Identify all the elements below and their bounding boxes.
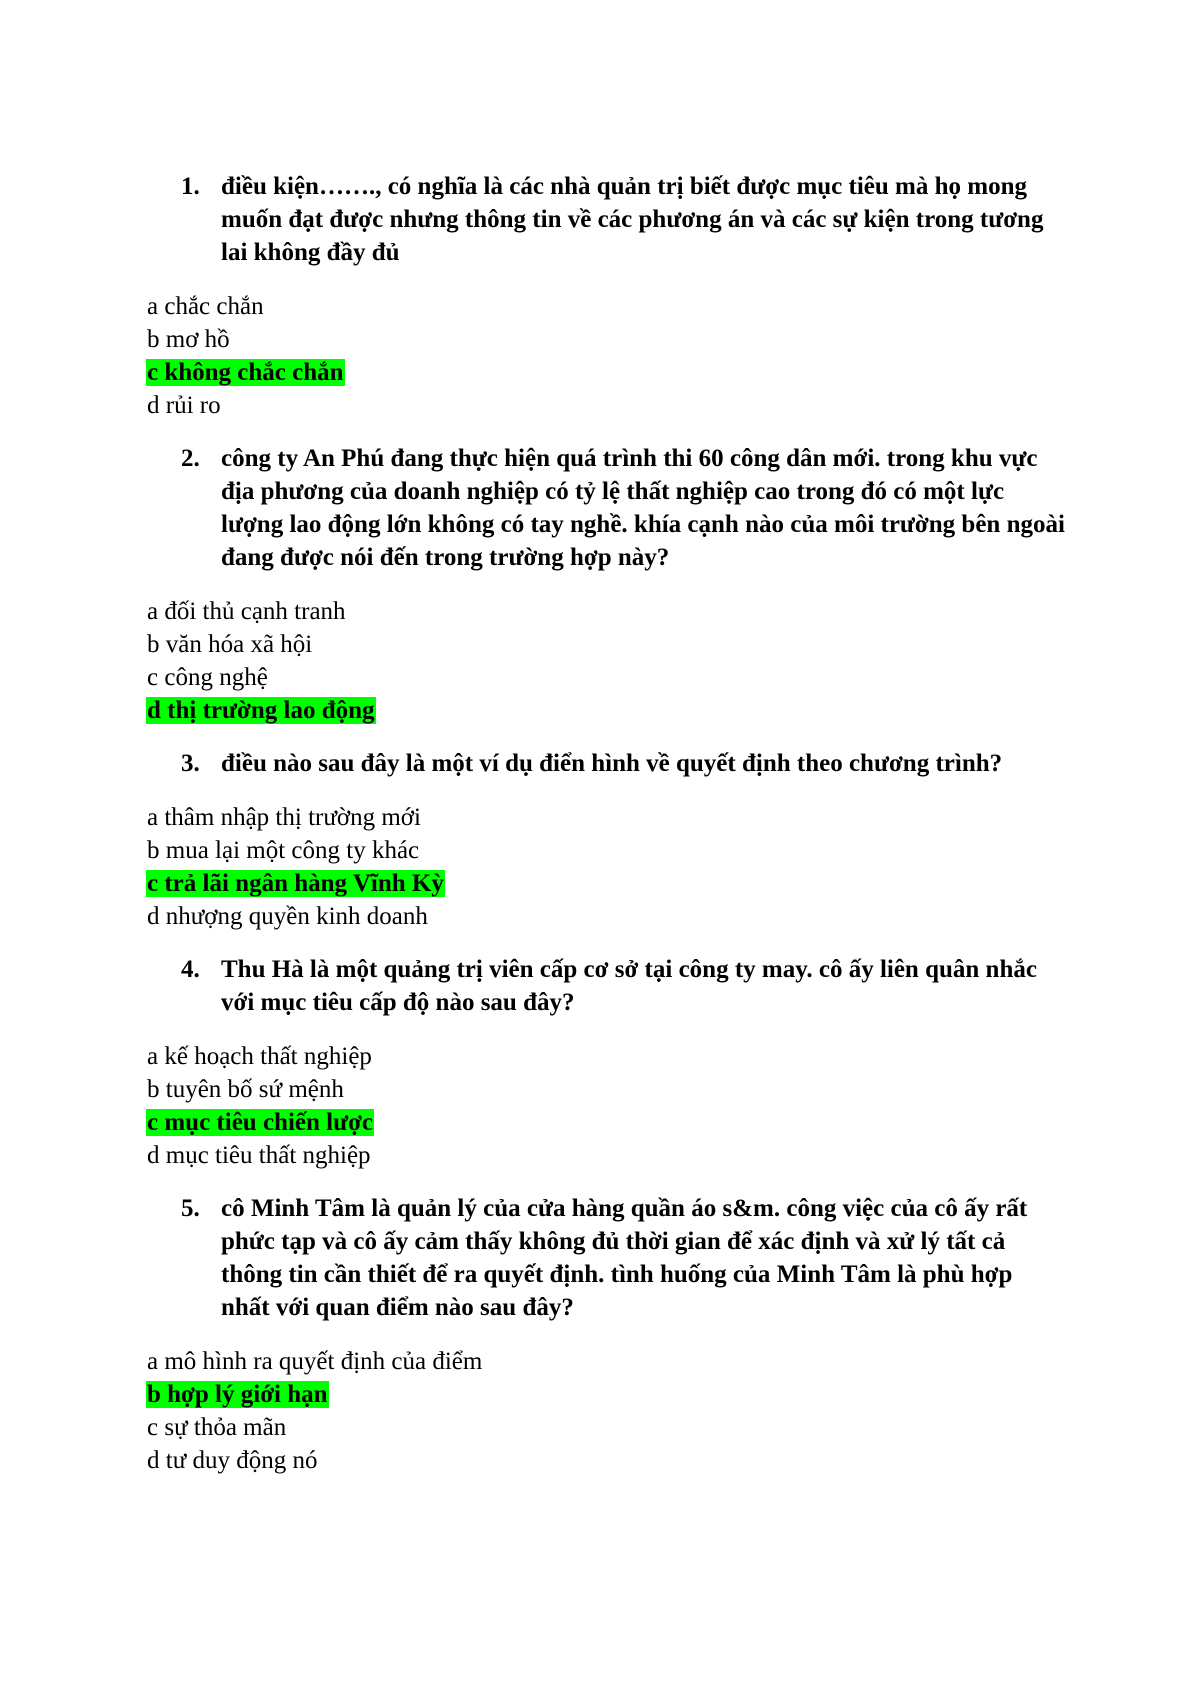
answer-option-correct xyxy=(146,694,1066,727)
answer-option xyxy=(146,834,1066,867)
answer-option-label: b mua lại một công ty khác xyxy=(147,837,420,864)
quiz-content xyxy=(146,170,1066,1497)
question-number: 3. xyxy=(181,750,200,777)
answer-option xyxy=(146,595,1066,628)
answer-option-label: c mục tiêu chiến lược xyxy=(147,1109,374,1136)
question-text-row xyxy=(181,747,1066,780)
question-number: 5. xyxy=(181,1195,200,1222)
answer-options xyxy=(146,1345,1066,1477)
answer-option-correct xyxy=(146,1106,1066,1139)
question-text-row xyxy=(181,953,1066,1019)
question-number: 2. xyxy=(181,445,200,472)
answer-option-label: c trả lãi ngân hàng Vĩnh Kỳ xyxy=(147,870,444,897)
answer-option-correct xyxy=(146,356,1066,389)
answer-option-label: d rủi ro xyxy=(147,392,221,419)
answer-option xyxy=(146,1444,1066,1477)
answer-option xyxy=(146,323,1066,356)
answer-option xyxy=(146,801,1066,834)
question-block xyxy=(146,170,1066,422)
answer-option-label: b văn hóa xã hội xyxy=(147,631,313,658)
answer-option-correct xyxy=(146,867,1066,900)
answer-option-label: a kế hoạch thất nghiệp xyxy=(147,1043,372,1070)
question-block xyxy=(146,1192,1066,1477)
question-number: 1. xyxy=(181,173,200,200)
answer-option-label: a thâm nhập thị trường mới xyxy=(147,804,421,831)
question-text-row xyxy=(181,442,1066,574)
answer-option-label: d mục tiêu thất nghiệp xyxy=(147,1142,371,1169)
answer-option-label: c công nghệ xyxy=(147,664,268,691)
question-block xyxy=(146,747,1066,933)
answer-option xyxy=(146,1139,1066,1172)
answer-option-label: a mô hình ra quyết định của điểm xyxy=(147,1348,483,1375)
question-text: Thu Hà là một quảng trị viên cấp cơ sở tại công ty may. cô ấy liên quân nhắc với mục tiêu cấp độ nào sau đây? xyxy=(221,956,1037,1016)
answer-option xyxy=(146,900,1066,933)
question-text: cô Minh Tâm là quản lý của cửa hàng quần áo s&m. công việc của cô ấy rất phức tạp và cô ấy cảm thấy không đủ thời gian để xác định và xử lý tất cả thông tin cần thiết để ra quyết định. tình huống của Minh Tâm là phù hợp nhất với quan điểm nào sau đây? xyxy=(221,1195,1028,1321)
question-block xyxy=(146,442,1066,727)
question-block xyxy=(146,953,1066,1172)
answer-options xyxy=(146,801,1066,933)
answer-option-label: b tuyên bố sứ mệnh xyxy=(147,1076,344,1103)
question-text-row xyxy=(181,1192,1066,1324)
answer-option-label: b hợp lý giới hạn xyxy=(147,1381,328,1408)
question-text: điều kiện……., có nghĩa là các nhà quản trị biết được mục tiêu mà họ mong muốn đạt được nhưng thông tin về các phương án và các sự kiện trong tương lai không đầy đủ xyxy=(221,173,1044,266)
answer-option xyxy=(146,1345,1066,1378)
answer-option xyxy=(146,1073,1066,1106)
answer-option-label: a đối thủ cạnh tranh xyxy=(147,598,346,625)
answer-option-label: d thị trường lao động xyxy=(147,697,375,724)
answer-option xyxy=(146,661,1066,694)
answer-option xyxy=(146,290,1066,323)
question-text-row xyxy=(181,170,1066,269)
answer-options xyxy=(146,595,1066,727)
question-text: điều nào sau đây là một ví dụ điển hình về quyết định theo chương trình? xyxy=(221,750,1003,777)
answer-option xyxy=(146,628,1066,661)
answer-option-label: b mơ hồ xyxy=(147,326,230,353)
question-number: 4. xyxy=(181,956,200,983)
answer-option-label: d nhượng quyền kinh doanh xyxy=(147,903,428,930)
answer-option-label: c sự thỏa mãn xyxy=(147,1414,287,1441)
answer-options xyxy=(146,290,1066,422)
answer-option-label: c không chắc chắn xyxy=(147,359,344,386)
answer-option xyxy=(146,1040,1066,1073)
answer-option-label: a chắc chắn xyxy=(147,293,264,320)
answer-option xyxy=(146,389,1066,422)
question-text: công ty An Phú đang thực hiện quá trình thi 60 công dân mới. trong khu vực địa phương của doanh nghiệp có tỷ lệ thất nghiệp cao trong đó có một lực lượng lao động lớn không có tay nghề. khía cạnh nào của môi trường bên ngoài đang được nói đến trong trường hợp này? xyxy=(221,445,1065,571)
answer-option-correct xyxy=(146,1378,1066,1411)
answer-options xyxy=(146,1040,1066,1172)
answer-option-label: d tư duy động nó xyxy=(147,1447,318,1474)
answer-option xyxy=(146,1411,1066,1444)
